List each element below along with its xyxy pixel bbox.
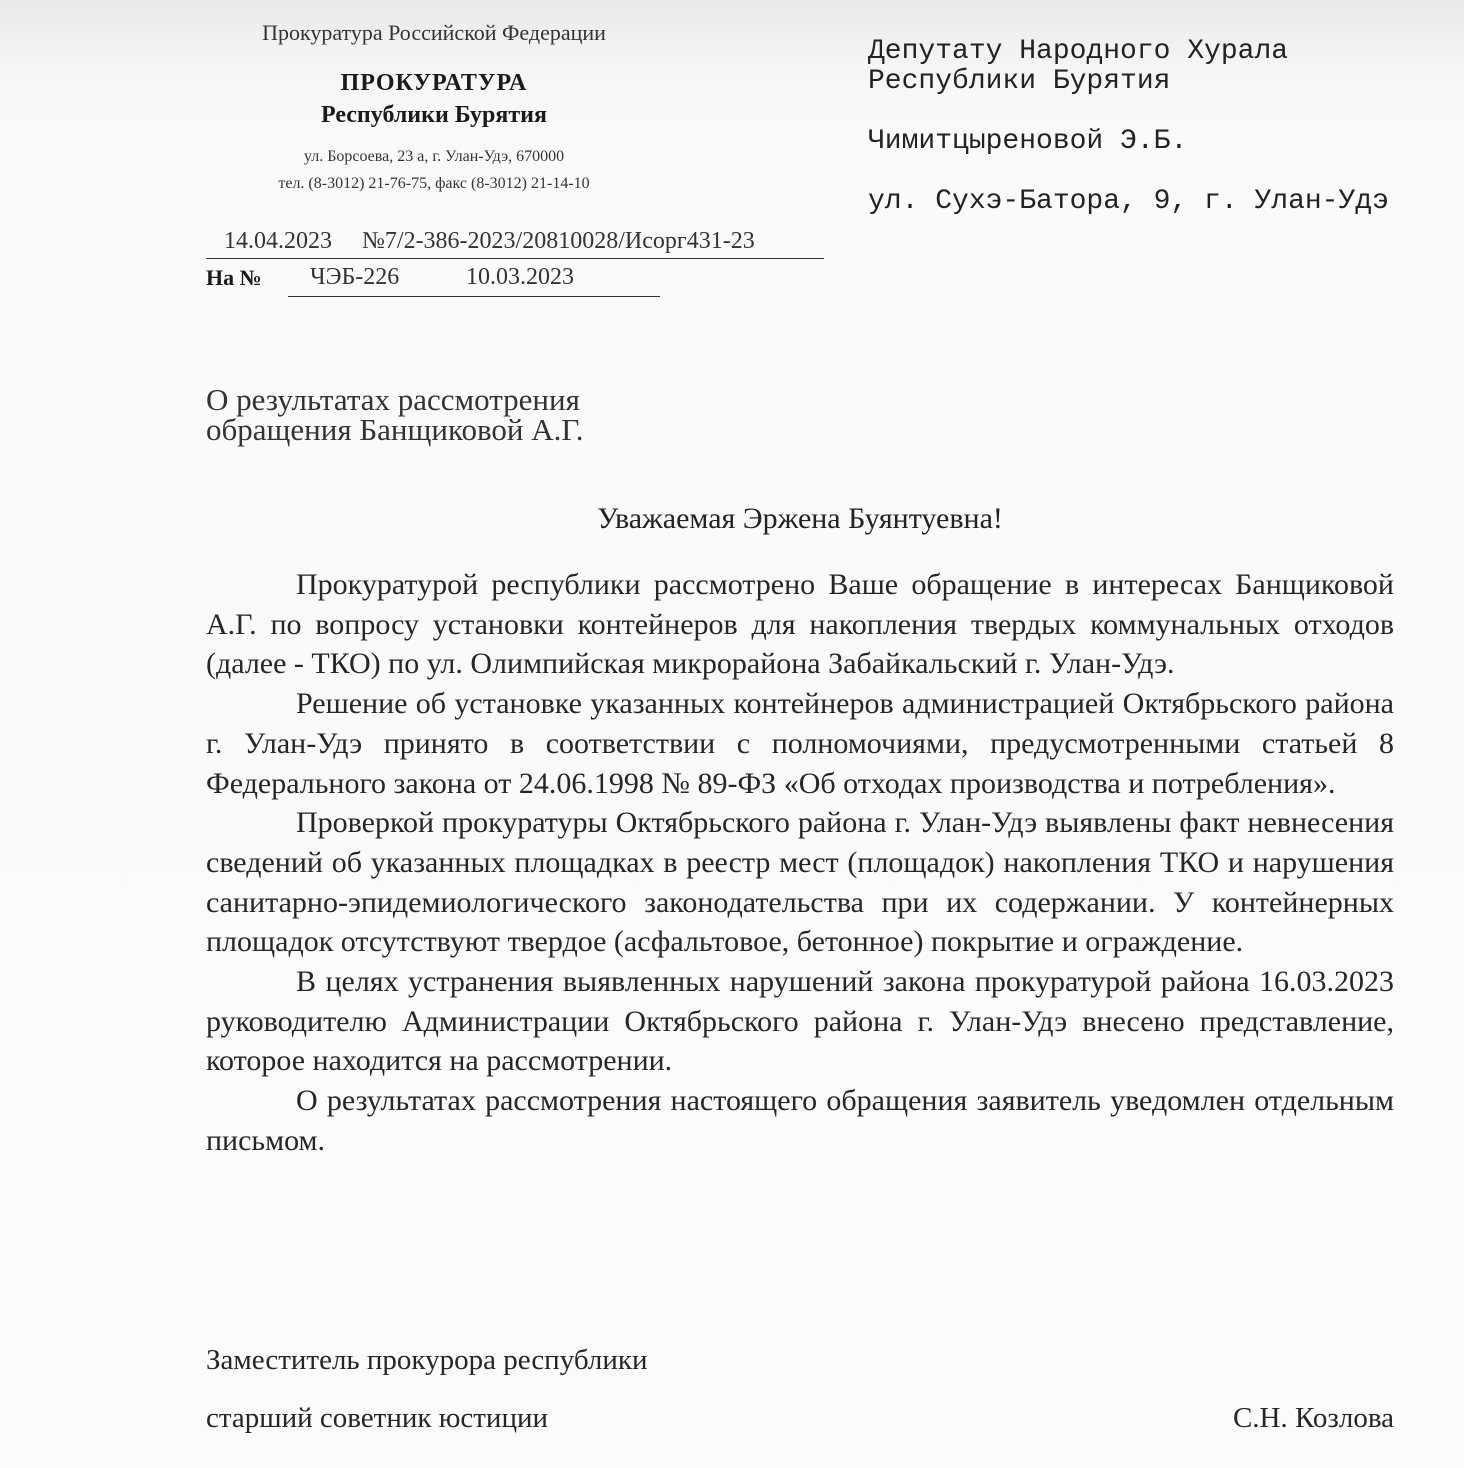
greeting: Уважаемая Эржена Буянтуевна! bbox=[597, 502, 1003, 535]
letterhead-title: ПРОКУРАТУРА bbox=[340, 70, 528, 96]
outgoing-number: №7/2-386-2023/20810028/Исорг431-23 bbox=[362, 228, 755, 254]
in-reply-label: На № bbox=[206, 265, 262, 290]
body-paragraph: О результатах рассмотрения настоящего обращения заявитель уведомлен отдельным письмом. bbox=[206, 1084, 1394, 1157]
body-paragraph: Решение об установке указанных контейнеров администрацией Октябрьского района г. Улан-Удэ принято в соответствии с полномочиями, предусмотренными статьей 8 Федерального закона от 24.06.1998 № 89-ФЗ «Об отходах производства и потребления». bbox=[206, 687, 1394, 800]
outgoing-date: 14.04.2023 bbox=[224, 228, 332, 254]
addressee-name: Чимитцыреновой Э.Б. bbox=[868, 126, 1188, 157]
letterhead-subtitle: Республики Бурятия bbox=[320, 102, 547, 128]
in-reply-date: 10.03.2023 bbox=[466, 264, 574, 290]
in-reply-reference bbox=[288, 264, 660, 297]
subject-line1: О результатах рассмотрения bbox=[206, 382, 580, 417]
body-paragraph: Проверкой прокуратуры Октябрьского района г. Улан-Удэ выявлены факт невнесения сведений об указанных площадках в реестр мест (площадок) накопления ТКО и нарушения санитарно-эпидемиологического законодательства при их содержании. У контейнерных площадок отсутствуют твердое (асфальтовое, бетонное) покрытие и ограждение. bbox=[206, 806, 1394, 959]
in-reply-number: ЧЭБ-226 bbox=[310, 264, 400, 290]
outgoing-reference bbox=[206, 228, 824, 259]
body-paragraph: В целях устранения выявленных нарушений закона прокуратурой района 16.03.2023 руководителю Администрации Октябрьского района г. Улан-Удэ внесено представление, которое находится на рассмотрении. bbox=[206, 965, 1394, 1078]
letterhead-organization: Прокуратура Российской Федерации bbox=[262, 20, 606, 45]
addressee-line2: Республики Бурятия bbox=[868, 66, 1171, 97]
signature-rank: старший советник юстиции bbox=[206, 1402, 548, 1434]
subject-line2: обращения Банщиковой А.Г. bbox=[206, 412, 584, 447]
addressee-address: ул. Сухэ-Батора, 9, г. Улан-Удэ bbox=[868, 186, 1389, 217]
letterhead-phone: тел. (8-3012) 21-76-75, факс (8-3012) 21-14-10 bbox=[278, 175, 590, 192]
signature-position: Заместитель прокурора республики bbox=[206, 1344, 648, 1376]
letter-body bbox=[206, 565, 1394, 1161]
signature-name: С.Н. Козлова bbox=[1232, 1402, 1394, 1434]
letterhead-address: ул. Борсоева, 23 а, г. Улан-Удэ, 670000 bbox=[303, 148, 565, 165]
addressee-line1: Депутату Народного Хурала bbox=[868, 36, 1289, 67]
body-paragraph: Прокуратурой республики рассмотрено Ваше обращение в интересах Банщиковой А.Г. по вопросу установки контейнеров для накопления твердых коммунальных отходов (далее - ТКО) по ул. Олимпийская микрорайона Забайкальский г. Улан-Удэ. bbox=[206, 568, 1394, 681]
